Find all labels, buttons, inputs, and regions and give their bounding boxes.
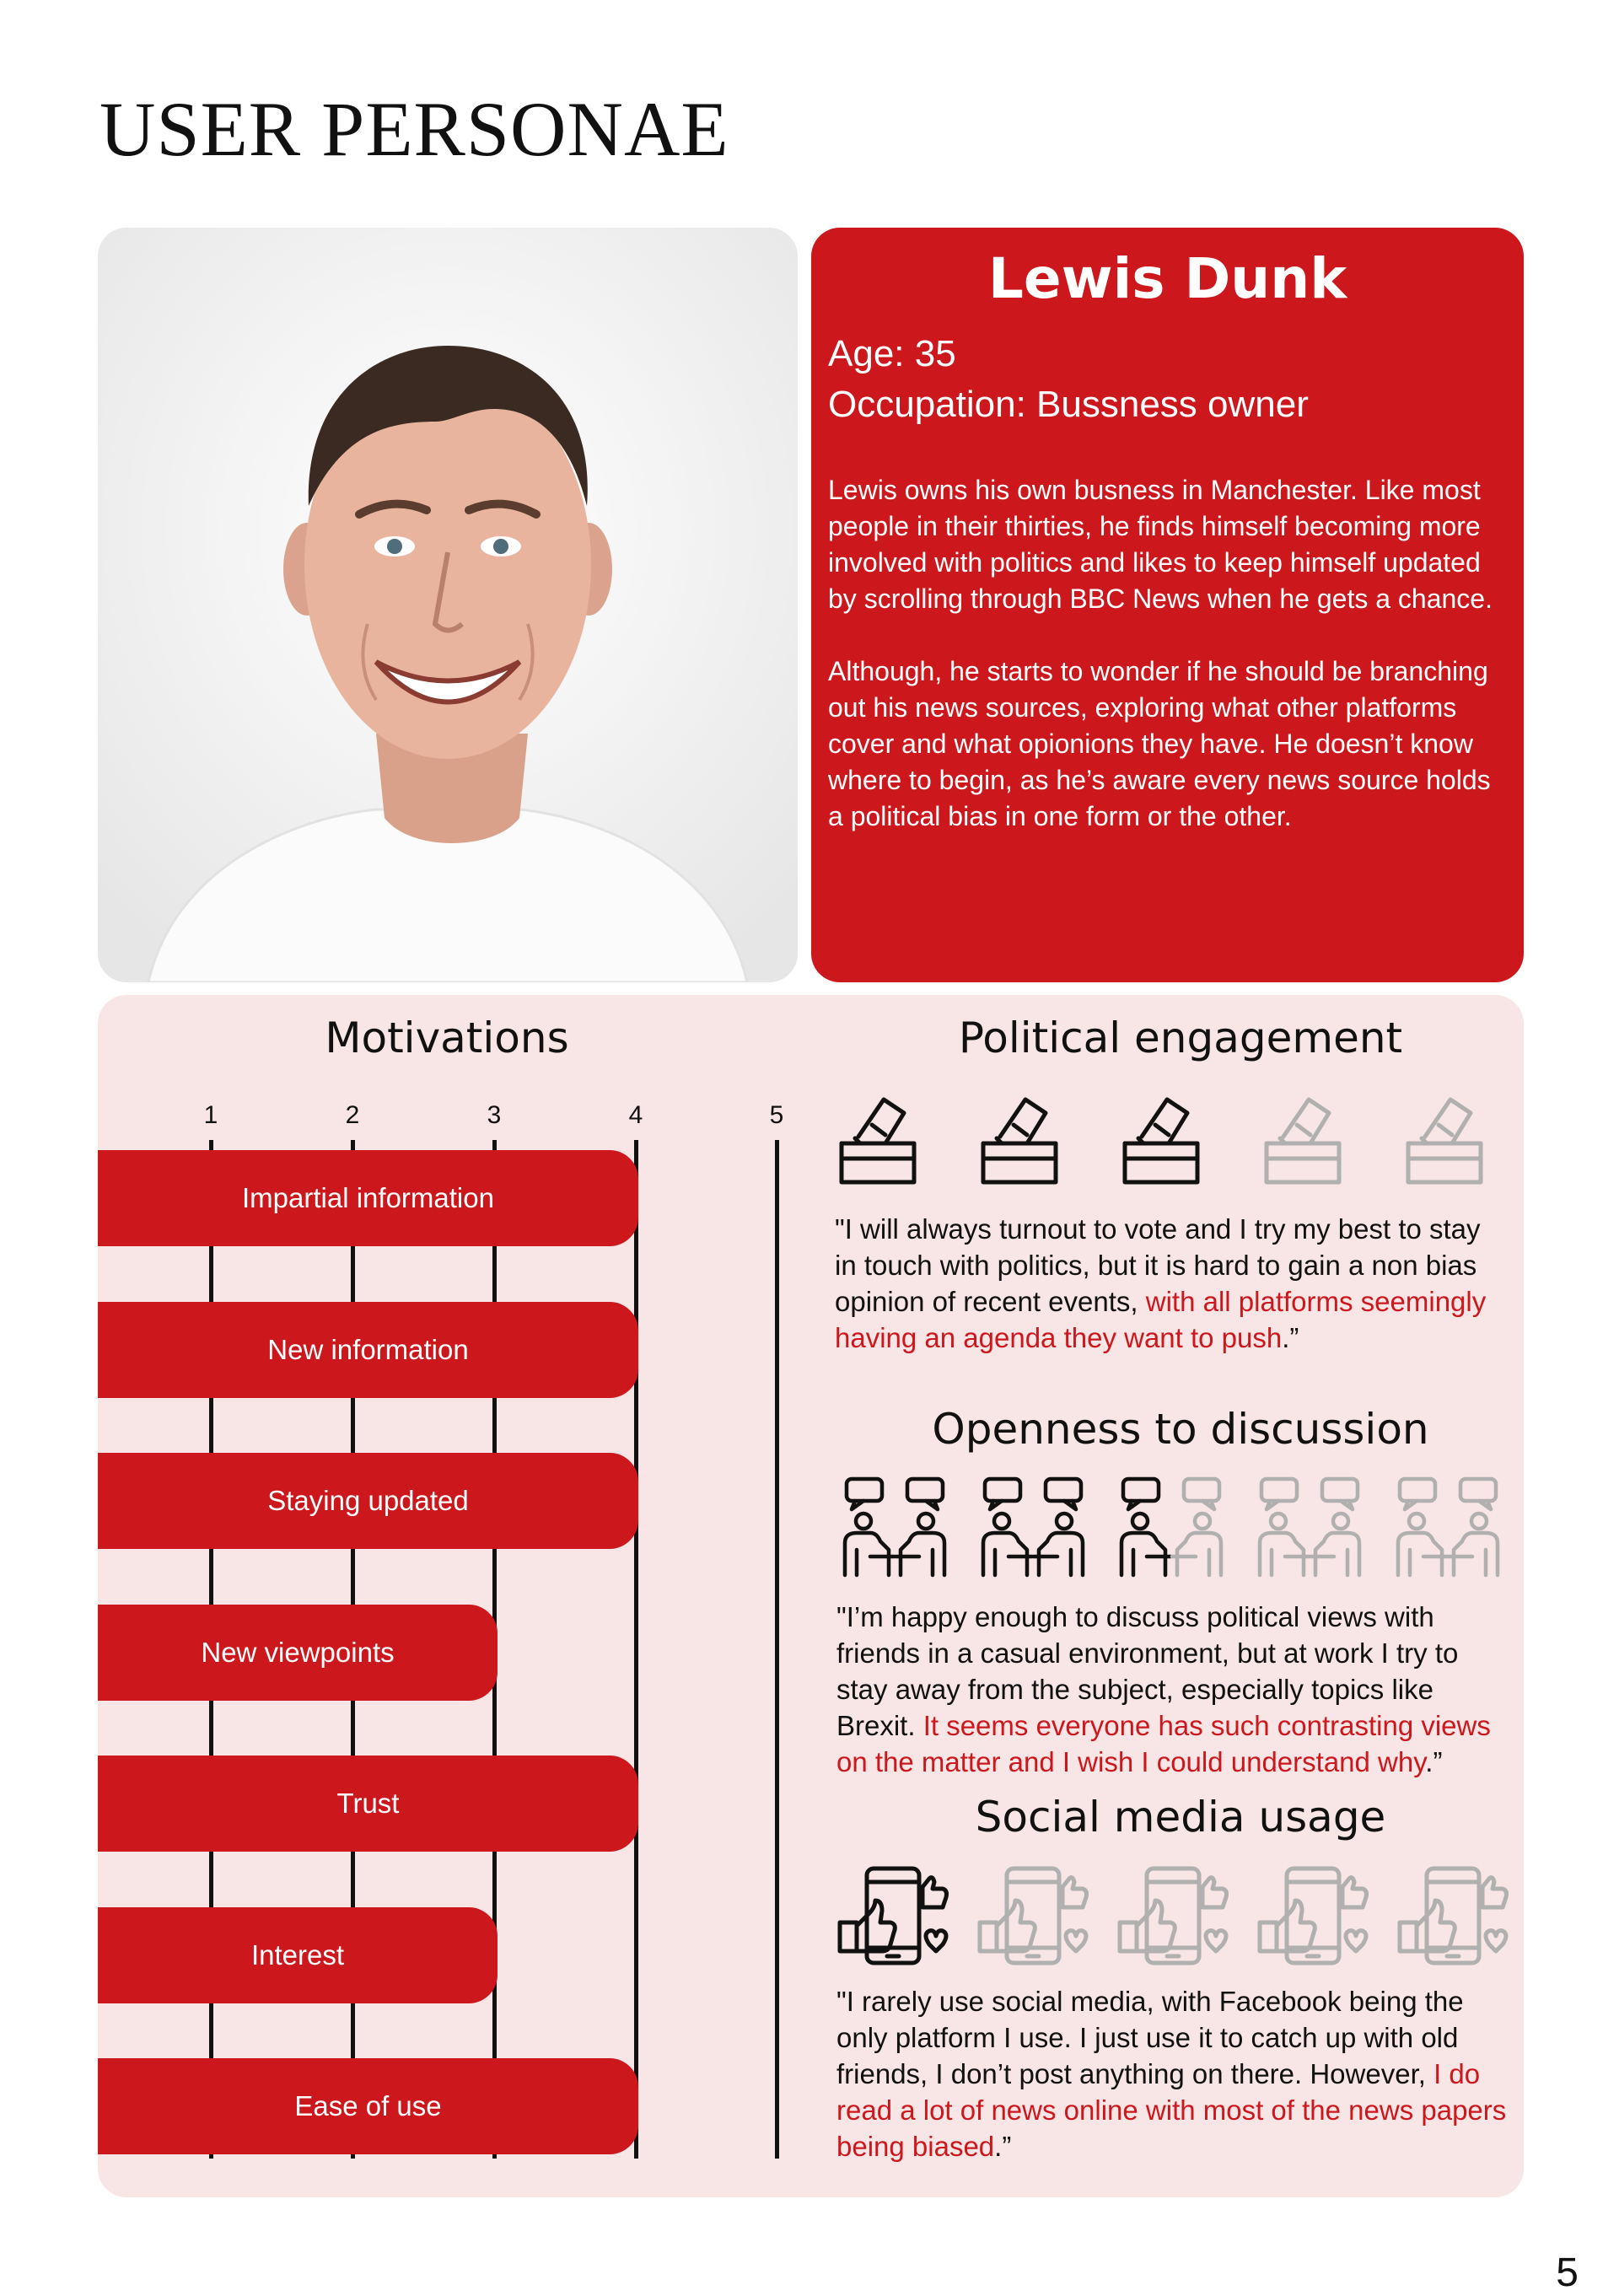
motivation-bar: Staying updated xyxy=(98,1453,638,1549)
quote-text: "I rarely use social media, with Facebook being the only platform I use. I just use it to catch up with old friends, I don’t post anything on there. However, xyxy=(836,1986,1464,2089)
openness-title: Openness to discussion xyxy=(932,1405,1429,1454)
bio-paragraph: Although, he starts to wonder if he should be branching out his news sources, exploring what other platforms cover and what opionions they have. He doesn’t know where to begin, as he’s aware every news source holds a political bias in one form or the other. xyxy=(828,656,1491,831)
motivation-bar: New viewpoints xyxy=(98,1605,498,1701)
persona-photo xyxy=(98,228,798,982)
ballot-box-icon xyxy=(835,1088,919,1192)
page-number: 5 xyxy=(1556,2250,1579,2295)
ballot-box-icon xyxy=(1118,1088,1202,1192)
ballot-box-icon xyxy=(1260,1088,1344,1192)
persona-profile-card xyxy=(811,228,1524,982)
motivation-bar: New information xyxy=(98,1302,638,1398)
social-phone-icon xyxy=(835,1863,953,1976)
social-phone-icon xyxy=(1255,1863,1373,1976)
bio-paragraph: Lewis owns his own busness in Manchester. Like most people in their thirties, he finds himself becoming more involved with politics and likes to keep himself updated by scrolling through BBC News when he gets a chance. xyxy=(828,475,1493,614)
motivation-bar: Ease of use xyxy=(98,2058,638,2154)
scale-tick-3: 3 xyxy=(487,1101,502,1129)
motivation-bar: Interest xyxy=(98,1907,498,2003)
scale-tick-4: 4 xyxy=(628,1101,643,1129)
scale-gridline xyxy=(775,1140,779,2159)
motivation-bar: Impartial information xyxy=(98,1150,638,1246)
social-phone-icon xyxy=(975,1863,1093,1976)
discussion-icon xyxy=(840,1474,949,1587)
persona-occupation: Occupation: Bussness owner xyxy=(828,384,1309,425)
quote-highlight: I do read a lot of news online with most of the news papers being biased xyxy=(836,2058,1507,2162)
discussion-icon xyxy=(1393,1474,1503,1587)
openness-quote xyxy=(836,1599,1511,1780)
social-media-title: Social media usage xyxy=(975,1793,1386,1842)
persona-bio xyxy=(828,472,1503,871)
persona-age: Age: 35 xyxy=(828,333,956,374)
motivation-bar: Trust xyxy=(98,1756,638,1852)
political-engagement-quote xyxy=(835,1211,1509,1356)
quote-end: .” xyxy=(1282,1322,1299,1353)
quote-end: .” xyxy=(1425,1746,1443,1777)
ballot-box-icon xyxy=(1401,1088,1486,1192)
portrait-illustration xyxy=(98,228,798,982)
discussion-icon xyxy=(978,1474,1088,1587)
discussion-icon xyxy=(1116,1474,1226,1587)
scale-gridline xyxy=(634,1140,638,2159)
scale-tick-1: 1 xyxy=(203,1101,218,1129)
motivations-title: Motivations xyxy=(325,1014,569,1062)
quote-end: .” xyxy=(994,2131,1012,2162)
discussion-icon xyxy=(1255,1474,1364,1587)
political-engagement-title: Political engagement xyxy=(958,1014,1403,1062)
social-phone-icon xyxy=(1395,1863,1513,1976)
scale-tick-2: 2 xyxy=(345,1101,360,1129)
persona-name: Lewis Dunk xyxy=(987,246,1347,311)
social-phone-icon xyxy=(1115,1863,1233,1976)
social-media-quote xyxy=(836,1983,1511,2164)
page-title: USER PERSONAE xyxy=(100,86,729,172)
quote-text: "I will always turnout to vote and I try my best to stay in touch with politics, but it is hard to gain a non bias opinion of recent events, xyxy=(835,1213,1481,1317)
quote-highlight: It seems everyone has such contrasting views on the matter and I wish I could understand why xyxy=(836,1710,1491,1777)
quote-highlight: with all platforms seemingly having an agenda they want to push xyxy=(835,1286,1487,1353)
quote-text: "I’m happy enough to discuss political views with friends in a casual environment, but at work I try to stay away from the subject, especially topics like Brexit. xyxy=(836,1601,1459,1741)
scale-tick-5: 5 xyxy=(769,1101,784,1129)
ballot-box-icon xyxy=(976,1088,1061,1192)
